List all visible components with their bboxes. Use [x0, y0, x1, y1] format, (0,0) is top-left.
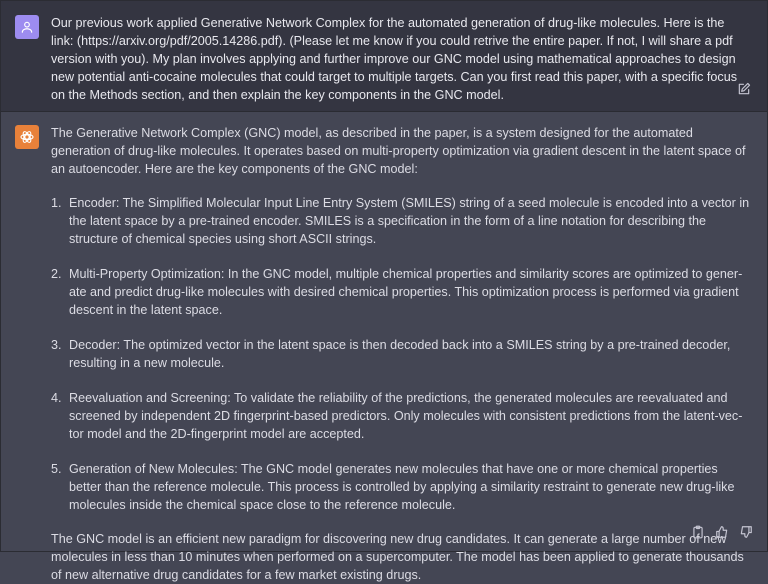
- list-item: [51, 460, 751, 514]
- user-message: [1, 1, 767, 112]
- list-item-number: 5.: [51, 462, 62, 476]
- openai-logo-icon: [19, 129, 35, 145]
- list-item-text: Encoder: The Simplified Molecular Input Line Entry System (SMILES) string of a seed molecule is encoded into a vector in the latent space by a pre-trained encoder. SMILES is a specification in the form of a line notation for describing the structure of chemical species using short ASCII strings.: [69, 196, 750, 246]
- clipboard-icon[interactable]: [691, 525, 705, 539]
- user-avatar: [15, 15, 39, 39]
- assistant-outro: The GNC model is an efficient new paradigm for discovering new drug candidates. It can generate a large number of new molecules in less than 10 minutes when performed on a supercomputer. The model has been applied to generate thousands of new alternative drug candidates for a few market existing drugs.: [51, 532, 744, 582]
- components-list: [51, 194, 751, 514]
- list-item-text: Decoder: The optimized vector in the latent space is then decoded back into a SMILES string by a pre-trained decoder, resulting in a new molecule.: [69, 338, 731, 370]
- edit-icon[interactable]: [737, 82, 751, 96]
- list-item: [51, 194, 751, 248]
- list-item: [51, 265, 751, 319]
- message-actions: [691, 525, 753, 539]
- thumbs-up-icon[interactable]: [715, 525, 729, 539]
- list-item: [51, 336, 751, 372]
- thumbs-down-icon[interactable]: [739, 525, 753, 539]
- user-message-text: Our previous work applied Generative Network Complex for the automated generation of drug-like molecules. Here is the link: (https://arxiv.org/pdf/2005.14286.pdf). (Please let me know if you could retrive the entire paper. If not, I will share a pdf version with you). My plan involves applying and further improve our GNC model using mathematical approaches to design new potential anti-cocaine molecules that could target to multiple targets. Can you first read this paper, with a specific focus on the Methods section, and then explain the key components in the GNC model.: [51, 16, 738, 102]
- list-item-text: Generation of New Molecules: The GNC model generates new molecules that have one or more chemical properties better than the reference molecule. This process is controlled by applying a similarity restraint to generate new drug-like molecules inside the chemical space close to the reference molecule.: [69, 462, 735, 512]
- list-item-text: Multi-Property Optimization: In the GNC model, multiple chemical properties and similarity scores are optimized to generate and predict drug-like molecules with desired chemical properties. This optimization process is performed via gradient descent in the latent space.: [69, 267, 743, 317]
- assistant-avatar: [15, 125, 39, 149]
- assistant-message: [1, 112, 767, 582]
- assistant-message-body: [51, 124, 751, 584]
- list-item-number: 2.: [51, 267, 62, 281]
- list-item: [51, 389, 751, 443]
- list-item-text: Reevaluation and Screening: To validate the reliability of the predictions, the generated molecules are reevaluated and screened by independent 2D fingerprint-based predictors. Only molecules with consistent predictions from the latent-vector model and the 2D-fingerprint model are accepted.: [69, 391, 743, 441]
- list-item-number: 1.: [51, 196, 62, 210]
- assistant-intro: The Generative Network Complex (GNC) model, as described in the paper, is a system designed for the automated generation of drug-like molecules. It operates based on multi-property optimization via gradient descent in the latent space of an autoencoder. Here are the key components of the GNC model:: [51, 126, 746, 176]
- list-item-number: 4.: [51, 391, 62, 405]
- list-item-number: 3.: [51, 338, 62, 352]
- user-icon: [20, 20, 34, 34]
